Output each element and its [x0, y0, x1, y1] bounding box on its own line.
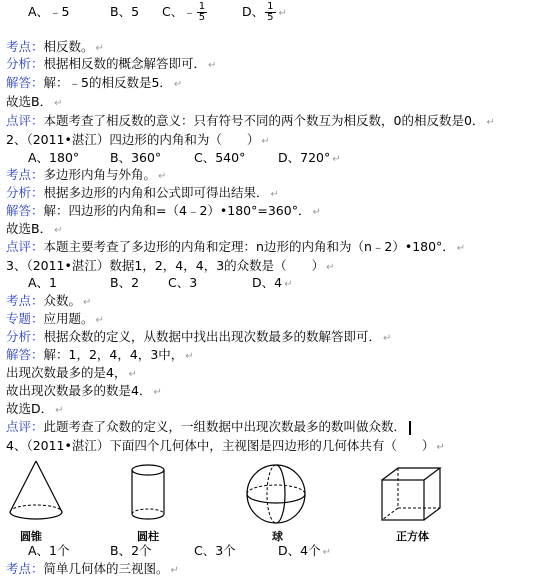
label-fenxi: 分析： — [6, 56, 44, 71]
q3-option-b: B、2 — [110, 275, 140, 290]
q2-option-c: C、540° — [194, 150, 246, 165]
fraction-c: $\frac{1}{5}$ — [198, 1, 206, 23]
q1-option-c: C、﹣ $\frac{1}{5}$ — [162, 1, 206, 23]
q4-option-c: C、3个 — [194, 543, 236, 558]
q3-option-a: A、1 — [28, 275, 58, 290]
return-icon: ↵ — [278, 8, 287, 19]
return-icon: ↵ — [83, 297, 92, 308]
label-jieda: 解答： — [6, 347, 44, 362]
q2-guxuan: 故选B． ↵ — [6, 221, 63, 236]
cylinder-figure — [128, 462, 168, 524]
q3-zhuanti: 专题：应用题。 ↵ — [6, 311, 104, 326]
q4-kaodian: 考点：简单几何体的三视图。 ↵ — [6, 561, 179, 576]
q1-option-a: A、﹣5 — [28, 4, 70, 19]
q3-option-d: D、4 — [252, 275, 283, 290]
q3-option-c: C、3 — [168, 275, 198, 290]
return-icon: ↵ — [208, 60, 217, 71]
label-dianping: 点评： — [6, 113, 44, 128]
q1-fenxi: 分析：根据相反数的概念解答即可． ↵ — [6, 56, 217, 71]
q3-options-line — [28, 274, 292, 291]
return-icon: ↵ — [312, 207, 321, 218]
q1-kaodian: 考点：相反数。 ↵ — [6, 39, 104, 54]
q1-guxuan: 故选B． ↵ — [6, 94, 63, 109]
shape-label-cylinder: 圆柱 — [137, 530, 159, 543]
text-cursor — [409, 421, 411, 435]
return-icon: ↵ — [332, 154, 341, 165]
return-icon: ↵ — [383, 333, 392, 344]
q3-fenxi: 分析：根据众数的定义，从数据中找出出现次数最多的数解答即可． ↵ — [6, 329, 392, 344]
q2-fenxi: 分析：根据多边形的内角和公式即可得出结果． ↵ — [6, 185, 279, 200]
shape-label-sphere: 球 — [272, 530, 283, 543]
sphere-figure — [244, 462, 308, 526]
label-fenxi: 分析： — [6, 329, 44, 344]
label-kaodian: 考点： — [6, 167, 44, 182]
label-kaodian: 考点： — [6, 293, 44, 308]
label-kaodian: 考点： — [6, 39, 44, 54]
q2-option-b: B、360° — [110, 150, 162, 165]
return-icon: ↵ — [284, 279, 293, 290]
return-icon: ↵ — [326, 262, 335, 273]
return-icon: ↵ — [54, 98, 63, 109]
fraction-d: $\frac{1}{5}$ — [267, 1, 274, 23]
q3-guxuan: 故选D． ↵ — [6, 401, 64, 416]
label-zhuanti: 专题： — [6, 311, 44, 326]
return-icon: ↵ — [128, 369, 137, 380]
q2-jieda: 解答：解：四边形的内角和=（4﹣2）•180°=360°． ↵ — [6, 203, 321, 218]
label-dianping: 点评： — [6, 239, 44, 254]
q3-line2: 出现次数最多的是4， ↵ — [6, 365, 137, 380]
q4-options-line — [28, 542, 331, 559]
return-icon: ↵ — [95, 43, 104, 54]
return-icon: ↵ — [54, 225, 63, 236]
q2-dianping: 点评：本题主要考查了多边形的内角和定理：n边形的内角和为（n﹣2）•180°． ↵ — [6, 239, 466, 254]
q3-jieda: 解答：解：1，2，4，4，3中， ↵ — [6, 347, 194, 362]
return-icon: ↵ — [270, 189, 279, 200]
q4-option-b: B、2个 — [110, 543, 152, 558]
q1-dianping: 点评：本题考查了相反数的意义：只有符号不同的两个数互为相反数，0的相反数是0． ↵ — [6, 113, 495, 128]
label-jieda: 解答： — [6, 75, 44, 90]
label-fenxi: 分析： — [6, 185, 44, 200]
q2-stem: 2、（2011•湛江）四边形的内角和为（ ） ↵ — [6, 132, 270, 147]
return-icon: ↵ — [55, 405, 64, 416]
q2-option-d: D、720° — [278, 150, 331, 165]
q1-option-d: D、 $\frac{1}{5}$ — [242, 1, 274, 23]
return-icon: ↵ — [158, 171, 167, 182]
return-icon: ↵ — [95, 315, 104, 326]
return-icon: ↵ — [456, 243, 466, 254]
return-icon: ↵ — [153, 387, 162, 398]
q2-kaodian: 考点：多边形内角与外角。 ↵ — [6, 167, 167, 182]
shape-label-cone: 圆锥 — [20, 530, 42, 543]
return-icon: ↵ — [486, 117, 495, 128]
return-icon: ↵ — [436, 442, 445, 453]
q2-options-line — [28, 149, 341, 166]
label-dianping: 点评： — [6, 419, 44, 434]
q3-stem: 3、（2011•湛江）数据1，2，4，4，3的众数是（ ） ↵ — [6, 258, 335, 273]
return-icon: ↵ — [173, 79, 183, 90]
return-icon: ↵ — [170, 565, 179, 576]
label-kaodian: 考点： — [6, 561, 44, 576]
return-icon: ↵ — [185, 351, 194, 362]
q4-stem: 4、（2011•湛江）下面四个几何体中，主视图是四边形的几何体共有（ ） ↵ — [6, 438, 445, 453]
q1-options-line — [28, 1, 287, 23]
shape-label-cube: 正方体 — [396, 530, 429, 543]
label-jieda: 解答： — [6, 203, 44, 218]
q1-option-b: B、5 — [110, 4, 140, 19]
q2-option-a: A、180° — [28, 150, 80, 165]
cube-figure — [378, 464, 446, 524]
q4-option-a: A、1个 — [28, 543, 70, 558]
cone-figure — [6, 458, 66, 524]
q3-kaodian: 考点：众数。 ↵ — [6, 293, 92, 308]
q1-jieda: 解答：解：﹣5的相反数是5． ↵ — [6, 75, 183, 90]
return-icon: ↵ — [261, 136, 270, 147]
return-icon: ↵ — [322, 547, 331, 558]
q3-dianping: 点评：此题考查了众数的定义，一组数据中出现次数最多的数叫做众数． — [6, 418, 411, 435]
q4-option-d: D、4个 — [278, 543, 321, 558]
q3-line3: 故出现次数最多的数是4． ↵ — [6, 383, 162, 398]
